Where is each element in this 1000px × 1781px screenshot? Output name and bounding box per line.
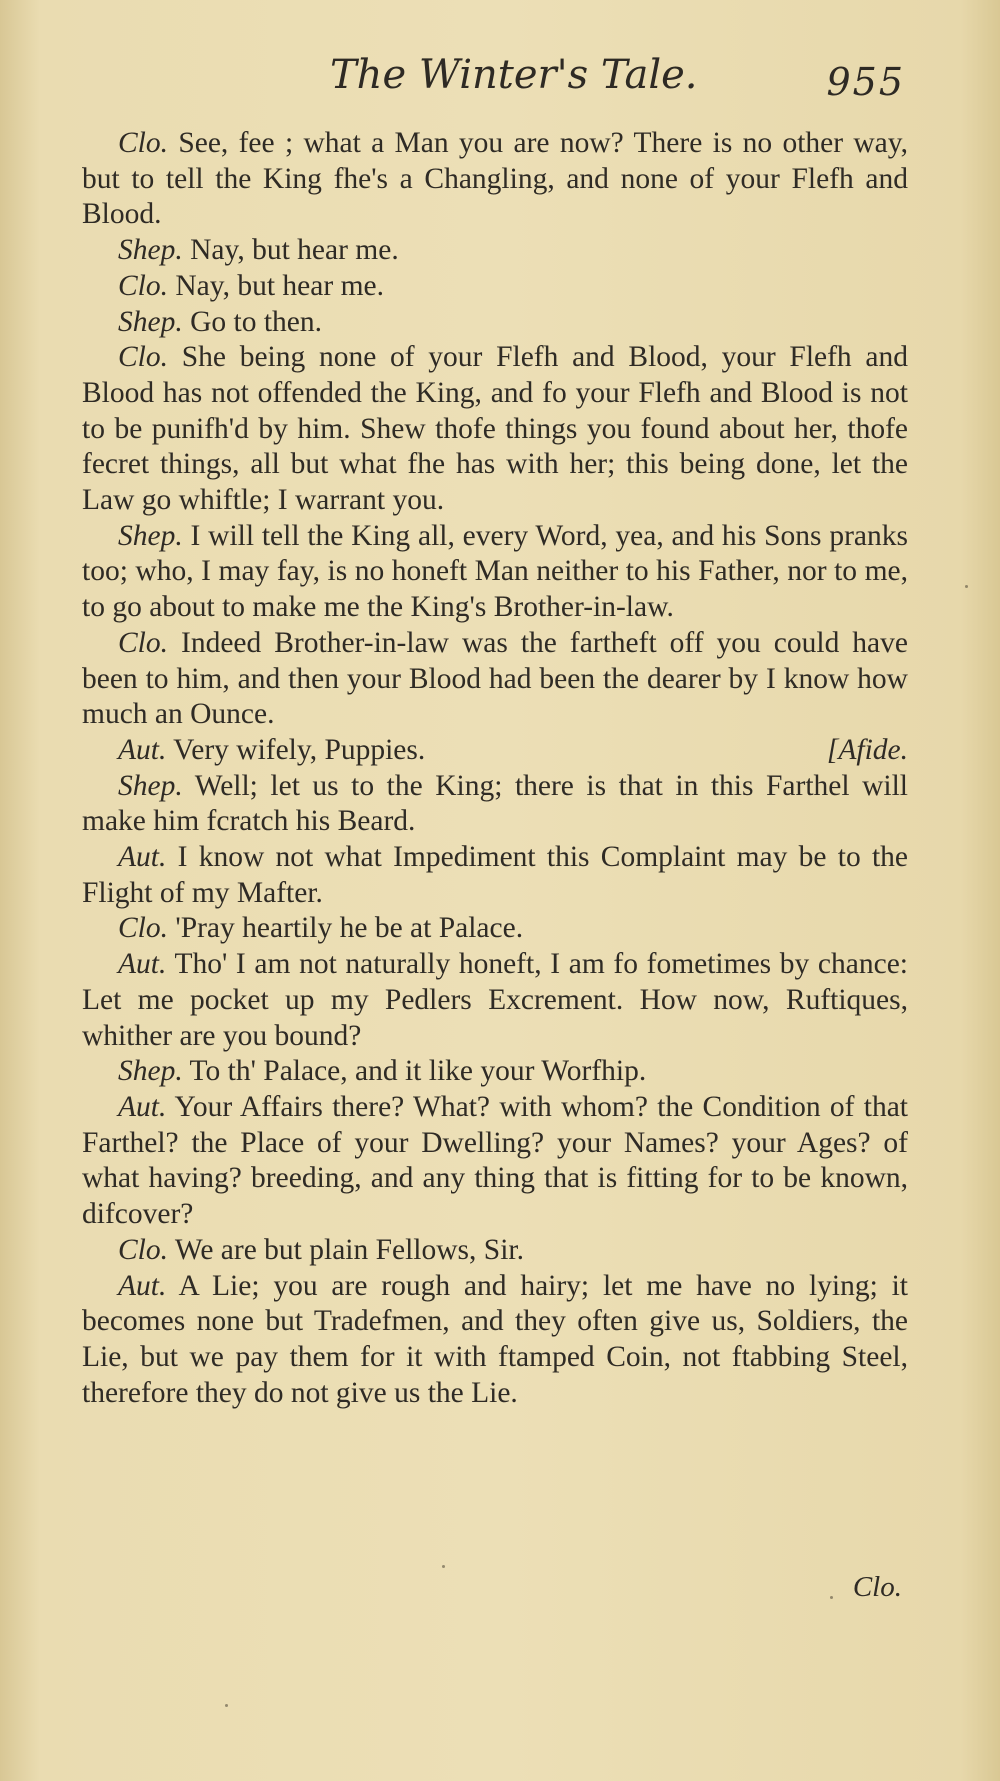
dialogue-line bbox=[82, 733, 908, 769]
paper-speck bbox=[442, 1565, 445, 1568]
line-text: We are but plain Fellows, Sir. bbox=[168, 1233, 524, 1266]
dialogue-line bbox=[82, 840, 908, 911]
paper-speck bbox=[225, 1704, 228, 1707]
speaker-name: Aut. bbox=[118, 1269, 167, 1302]
stage-direction: [Afide. bbox=[826, 733, 908, 766]
speaker-name: Shep. bbox=[118, 1055, 183, 1088]
line-text: I will tell the King all, every Word, yea, and his Sons pranks too; who, I may fay, is no honeft Man neither to his Father, nor to me, to go about to make me the King's Brother-in-law. bbox=[82, 519, 908, 624]
speaker-name: Clo. bbox=[118, 1233, 168, 1266]
speaker-name: Clo. bbox=[118, 626, 168, 659]
dialogue-line bbox=[82, 1054, 908, 1090]
line-text: Very wifely, Puppies. bbox=[166, 733, 426, 766]
page-number: 955 bbox=[826, 60, 905, 104]
dialogue-line bbox=[82, 769, 908, 840]
speaker-name: Aut. bbox=[118, 948, 167, 981]
speaker-name: Shep. bbox=[118, 234, 183, 267]
line-text: Indeed Brother-in-law was the fartheft off you could have been to him, and then your Blood had been the dearer by I know how much an Ounce. bbox=[82, 626, 908, 731]
dialogue-line bbox=[82, 1090, 908, 1233]
dialogue-line bbox=[82, 233, 908, 269]
line-text: She being none of your Flefh and Blood, your Flefh and Blood has not offended the King, and fo your Flefh and Blood is not to be punifh'd by him. Shew thofe things you found about her, thofe fecret things, all but what fhe has with her; this being done, let the Law go whiftle; I warrant you. bbox=[82, 341, 908, 517]
play-text bbox=[82, 126, 908, 1411]
speaker-name: Aut. bbox=[118, 733, 167, 766]
speaker-name: Aut. bbox=[118, 841, 167, 874]
speaker-name: Clo. bbox=[118, 269, 168, 302]
line-text: A Lie; you are rough and hairy; let me have no lying; it becomes none but Tradefmen, and they often give us, Soldiers, the Lie, but we pay them for it with ftamped Coin, not ftabbing Steel, therefore they do not give us the Lie. bbox=[82, 1269, 908, 1409]
dialogue-line bbox=[82, 911, 908, 947]
line-text: See, fee ; what a Man you are now? There is no other way, but to tell the King fhe's a Changling, and none of your Flefh and Blood. bbox=[82, 127, 908, 231]
dialogue-line bbox=[82, 305, 908, 341]
line-text: Nay, but hear me. bbox=[168, 269, 384, 302]
running-title: The Winter's Tale. bbox=[330, 52, 698, 98]
line-text: Your Affairs there? What? with whom? the Condition of that Farthel? the Place of your Dwelling? your Names? your Ages? of what having? breeding, and any thing that is fitting for to be known, difcover? bbox=[82, 1090, 908, 1231]
dialogue-line bbox=[82, 519, 908, 626]
dialogue-line bbox=[82, 126, 908, 233]
line-text: I know not what Impediment this Complaint may be to the Flight of my Mafter. bbox=[82, 841, 908, 909]
speaker-name: Shep. bbox=[118, 769, 183, 802]
speaker-name: Shep. bbox=[118, 519, 183, 552]
line-text: To th' Palace, and it like your Worfhip. bbox=[182, 1055, 647, 1088]
line-text: Go to then. bbox=[182, 305, 323, 338]
speaker-name: Clo. bbox=[118, 912, 168, 945]
speaker-name: Clo. bbox=[118, 127, 168, 159]
dialogue-line bbox=[82, 269, 908, 305]
page-header bbox=[330, 52, 920, 122]
dialogue-line bbox=[82, 626, 908, 733]
paper-speck bbox=[965, 585, 968, 588]
speaker-name: Shep. bbox=[118, 305, 183, 338]
line-text: 'Pray heartily he be at Palace. bbox=[168, 912, 524, 945]
dialogue-line bbox=[82, 340, 908, 519]
dialogue-line bbox=[82, 1269, 908, 1412]
line-text: Tho' I am not naturally honeft, I am fo fometimes by chance: Let me pocket up my Pedlers Excrement. How now, Ruftiques, whither are you bound? bbox=[82, 948, 908, 1052]
dialogue-line bbox=[82, 1233, 908, 1269]
paper-speck bbox=[830, 1596, 833, 1599]
line-text: Nay, but hear me. bbox=[182, 234, 399, 267]
catchword: Clo. bbox=[852, 1571, 902, 1603]
speaker-name: Clo. bbox=[118, 341, 168, 374]
speaker-name: Aut. bbox=[118, 1090, 167, 1123]
line-text: Well; let us to the King; there is that in this Farthel will make him fcratch his Beard. bbox=[82, 769, 908, 838]
dialogue-line bbox=[82, 947, 908, 1054]
